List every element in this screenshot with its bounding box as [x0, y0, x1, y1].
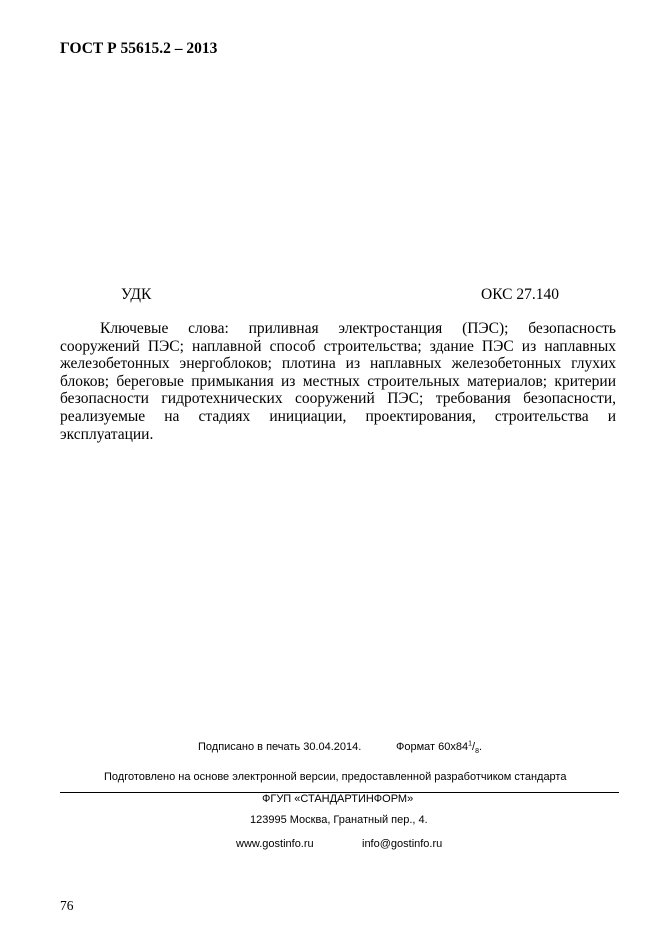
- document-header: ГОСТ Р 55615.2 – 2013: [60, 40, 218, 57]
- udk-label: УДК: [121, 286, 152, 303]
- keywords-paragraph: Ключевые слова: приливная электростанция (ПЭС); безопасность сооружений ПЭС; наплавной способ строительства; здание ПЭС из наплавных железобетонных энергоблоков; плотина из наплавных железобетонных глухих блоков; береговые примыкания из местных строительных материалов; критерии безопасности гидротехнических сооружений ПЭС; требования безопасности, реализуемые на стадиях инициации, проектирования, строительства и эксплуатации.: [60, 320, 616, 443]
- paper-format: [396, 740, 483, 756]
- prepared-note: Подготовлено на основе электронной версии, предоставленной разработчиком стандарта: [104, 771, 567, 783]
- format-prefix: Формат 60х84: [396, 741, 469, 753]
- format-suffix: .: [478, 741, 483, 753]
- format-sup: 1: [468, 740, 473, 748]
- signed-date: Подписано в печать 30.04.2014.: [198, 741, 362, 753]
- oks-code: ОКС 27.140: [481, 286, 559, 303]
- website-link[interactable]: www.gostinfo.ru: [236, 838, 314, 850]
- email-link[interactable]: info@gostinfo.ru: [362, 838, 443, 850]
- publisher-address: 123995 Москва, Гранатный пер., 4.: [250, 814, 428, 826]
- format-sep: /: [472, 741, 476, 753]
- page-number: 76: [60, 898, 74, 913]
- format-sub: 8: [475, 748, 479, 756]
- publisher-name: ФГУП «СТАНДАРТИНФОРМ»: [262, 793, 414, 805]
